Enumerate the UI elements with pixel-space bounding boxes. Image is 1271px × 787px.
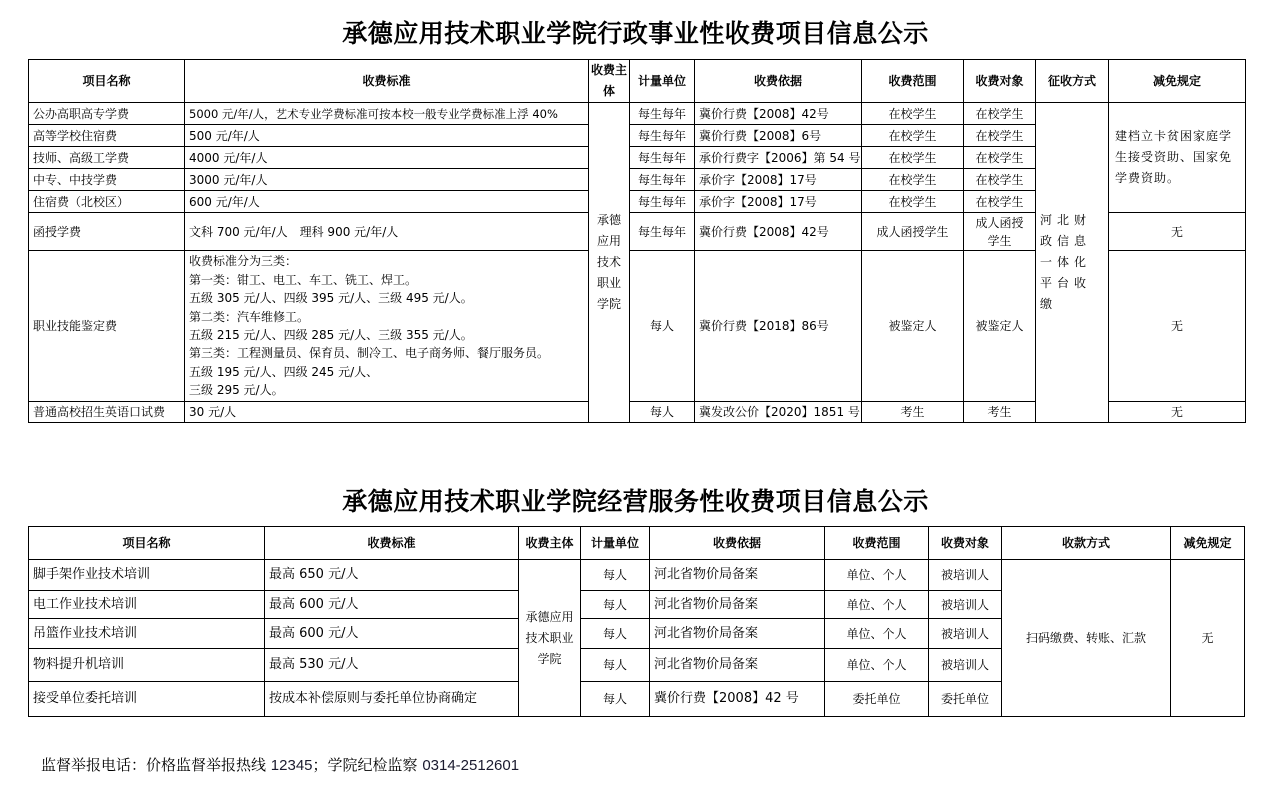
cell-standard: 最高 600 元/人 — [265, 591, 519, 619]
cell-basis: 承价字【2008】17号 — [695, 191, 862, 213]
admin-fee-title: 承德应用技术职业学院行政事业性收费项目信息公示 — [342, 19, 929, 48]
service-fee-table — [28, 526, 1245, 717]
cell-scope: 在校学生 — [862, 147, 964, 169]
cell-basis: 承价行费字【2006】第 54 号 — [695, 147, 862, 169]
cell-subject-merged: 承德应用技术职业学院 — [589, 103, 630, 423]
cell-subject-merged: 承德应用技术职业学院 — [519, 560, 581, 717]
cell-name: 接受单位委托培训 — [29, 682, 265, 717]
cell-scope: 在校学生 — [862, 169, 964, 191]
header-unit: 计量单位 — [581, 527, 650, 560]
header-scope: 收费范围 — [862, 60, 964, 103]
cell-scope: 成人函授学生 — [862, 213, 964, 251]
cell-target: 被培训人 — [929, 560, 1002, 591]
cell-unit: 每人 — [581, 619, 650, 649]
cell-unit: 每生每年 — [630, 169, 695, 191]
cell-target: 被鉴定人 — [964, 251, 1036, 402]
cell-name: 吊篮作业技术培训 — [29, 619, 265, 649]
cell-standard-multiline — [185, 251, 589, 402]
cell-unit: 每生每年 — [630, 103, 695, 125]
header-scope: 收费范围 — [825, 527, 929, 560]
cell-target: 在校学生 — [964, 103, 1036, 125]
cell-name: 技师、高级工学费 — [29, 147, 185, 169]
cell-basis: 冀价行费【2008】6号 — [695, 125, 862, 147]
cell-unit: 每人 — [581, 682, 650, 717]
standard-line: 五级 195 元/人、四级 245 元/人、 — [189, 364, 379, 379]
cell-unit: 每生每年 — [630, 147, 695, 169]
cell-target: 成人函授学生 — [964, 213, 1036, 251]
cell-target: 在校学生 — [964, 125, 1036, 147]
discipline-phone-number: 0314-2512601 — [422, 757, 520, 774]
cell-scope: 单位、个人 — [825, 649, 929, 682]
cell-scope: 单位、个人 — [825, 619, 929, 649]
header-method: 收款方式 — [1002, 527, 1171, 560]
cell-method-merged: 河北财政信息一体化平台收缴 — [1036, 103, 1109, 423]
admin-fee-table — [28, 59, 1246, 423]
header-target: 收费对象 — [929, 527, 1002, 560]
cell-basis: 冀价行费【2008】42号 — [695, 103, 862, 125]
cell-scope: 在校学生 — [862, 125, 964, 147]
cell-standard: 500 元/年/人 — [185, 125, 589, 147]
header-subject: 收费主体 — [519, 527, 581, 560]
cell-basis: 冀价行费【2008】42 号 — [650, 682, 825, 717]
cell-basis: 冀价行费【2008】42号 — [695, 213, 862, 251]
cell-standard: 按成本补偿原则与委托单位协商确定 — [265, 682, 519, 717]
table-header-row — [29, 60, 1246, 103]
standard-line: 第一类：钳工、电工、车工、铣工、焊工。 — [189, 272, 418, 287]
cell-exemption-merged: 无 — [1171, 560, 1245, 717]
header-standard: 收费标准 — [185, 60, 589, 103]
cell-standard: 4000 元/年/人 — [185, 147, 589, 169]
cell-basis: 冀发改公价【2020】1851 号 — [695, 402, 862, 423]
cell-target: 被培训人 — [929, 619, 1002, 649]
standard-line: 第二类：汽车维修工。 — [189, 309, 310, 324]
cell-unit: 每人 — [581, 649, 650, 682]
report-hotline-footer — [41, 754, 519, 777]
service-fee-title: 承德应用技术职业学院经营服务性收费项目信息公示 — [342, 487, 929, 516]
footer-separator: ；学院纪检监察 — [312, 756, 418, 774]
cell-name: 高等学校住宿费 — [29, 125, 185, 147]
header-target: 收费对象 — [964, 60, 1036, 103]
standard-line: 五级 215 元/人、四级 285 元/人、三级 355 元/人。 — [189, 328, 473, 342]
standard-line: 收费标准分为三类： — [189, 254, 298, 269]
cell-exemption: 无 — [1109, 213, 1246, 251]
table-header-row — [29, 527, 1245, 560]
footer-label: 监督举报电话：价格监督举报热线 — [41, 756, 267, 774]
cell-standard: 最高 600 元/人 — [265, 619, 519, 649]
cell-scope: 在校学生 — [862, 191, 964, 213]
standard-line: 第三类：工程测量员、保育员、制冷工、电子商务师、餐厅服务员。 — [189, 346, 550, 361]
cell-unit: 每人 — [630, 251, 695, 402]
cell-unit: 每人 — [630, 402, 695, 423]
cell-basis: 河北省物价局备案 — [650, 649, 825, 682]
cell-unit: 每生每年 — [630, 125, 695, 147]
cell-scope: 考生 — [862, 402, 964, 423]
cell-scope: 单位、个人 — [825, 591, 929, 619]
cell-basis: 承价字【2008】17号 — [695, 169, 862, 191]
cell-target: 在校学生 — [964, 169, 1036, 191]
cell-exemption: 无 — [1109, 402, 1246, 423]
header-unit: 计量单位 — [630, 60, 695, 103]
table-row — [29, 103, 1246, 125]
cell-name: 中专、中技学费 — [29, 169, 185, 191]
cell-name: 职业技能鉴定费 — [29, 251, 185, 402]
cell-name: 物料提升机培训 — [29, 649, 265, 682]
cell-target: 委托单位 — [929, 682, 1002, 717]
cell-scope: 被鉴定人 — [862, 251, 964, 402]
cell-standard: 30 元/人 — [185, 402, 589, 423]
cell-standard: 最高 650 元/人 — [265, 560, 519, 591]
header-basis: 收费依据 — [695, 60, 862, 103]
header-method: 征收方式 — [1036, 60, 1109, 103]
cell-name: 函授学费 — [29, 213, 185, 251]
cell-name: 住宿费（北校区） — [29, 191, 185, 213]
cell-name: 电工作业技术培训 — [29, 591, 265, 619]
cell-target: 考生 — [964, 402, 1036, 423]
cell-standard: 最高 530 元/人 — [265, 649, 519, 682]
header-exemption: 减免规定 — [1171, 527, 1245, 560]
cell-standard: 3000 元/年/人 — [185, 169, 589, 191]
cell-name: 公办高职高专学费 — [29, 103, 185, 125]
cell-standard: 600 元/年/人 — [185, 191, 589, 213]
cell-unit: 每人 — [581, 560, 650, 591]
cell-target: 在校学生 — [964, 191, 1036, 213]
cell-standard: 文科 700 元/年/人 理科 900 元/年/人 — [185, 213, 589, 251]
standard-line: 五级 305 元/人、四级 395 元/人、三级 495 元/人。 — [189, 291, 473, 306]
cell-standard: 5000 元/年/人，艺术专业学费标准可按本校一般专业学费标准上浮 40% — [185, 103, 589, 125]
standard-line: 三级 295 元/人。 — [189, 383, 284, 398]
cell-scope: 在校学生 — [862, 103, 964, 125]
cell-method-merged: 扫码缴费、转账、汇款 — [1002, 560, 1171, 717]
table-row — [29, 560, 1245, 591]
cell-target: 在校学生 — [964, 147, 1036, 169]
header-subject: 收费主体 — [589, 60, 630, 103]
cell-name: 脚手架作业技术培训 — [29, 560, 265, 591]
cell-basis: 冀价行费【2018】86号 — [695, 251, 862, 402]
cell-scope: 单位、个人 — [825, 560, 929, 591]
header-standard: 收费标准 — [265, 527, 519, 560]
header-basis: 收费依据 — [650, 527, 825, 560]
cell-scope: 委托单位 — [825, 682, 929, 717]
cell-basis: 河北省物价局备案 — [650, 619, 825, 649]
header-name: 项目名称 — [29, 527, 265, 560]
cell-basis: 河北省物价局备案 — [650, 560, 825, 591]
cell-exemption: 无 — [1109, 251, 1246, 402]
cell-target: 被培训人 — [929, 649, 1002, 682]
cell-unit: 每生每年 — [630, 213, 695, 251]
cell-target: 被培训人 — [929, 591, 1002, 619]
cell-basis: 河北省物价局备案 — [650, 591, 825, 619]
price-hotline-number: 12345 — [270, 757, 313, 774]
cell-name: 普通高校招生英语口试费 — [29, 402, 185, 423]
cell-unit: 每生每年 — [630, 191, 695, 213]
header-exemption: 减免规定 — [1109, 60, 1246, 103]
header-name: 项目名称 — [29, 60, 185, 103]
cell-exemption-merged: 建档立卡贫困家庭学生接受资助、国家免学费资助。 — [1109, 103, 1246, 213]
cell-unit: 每人 — [581, 591, 650, 619]
